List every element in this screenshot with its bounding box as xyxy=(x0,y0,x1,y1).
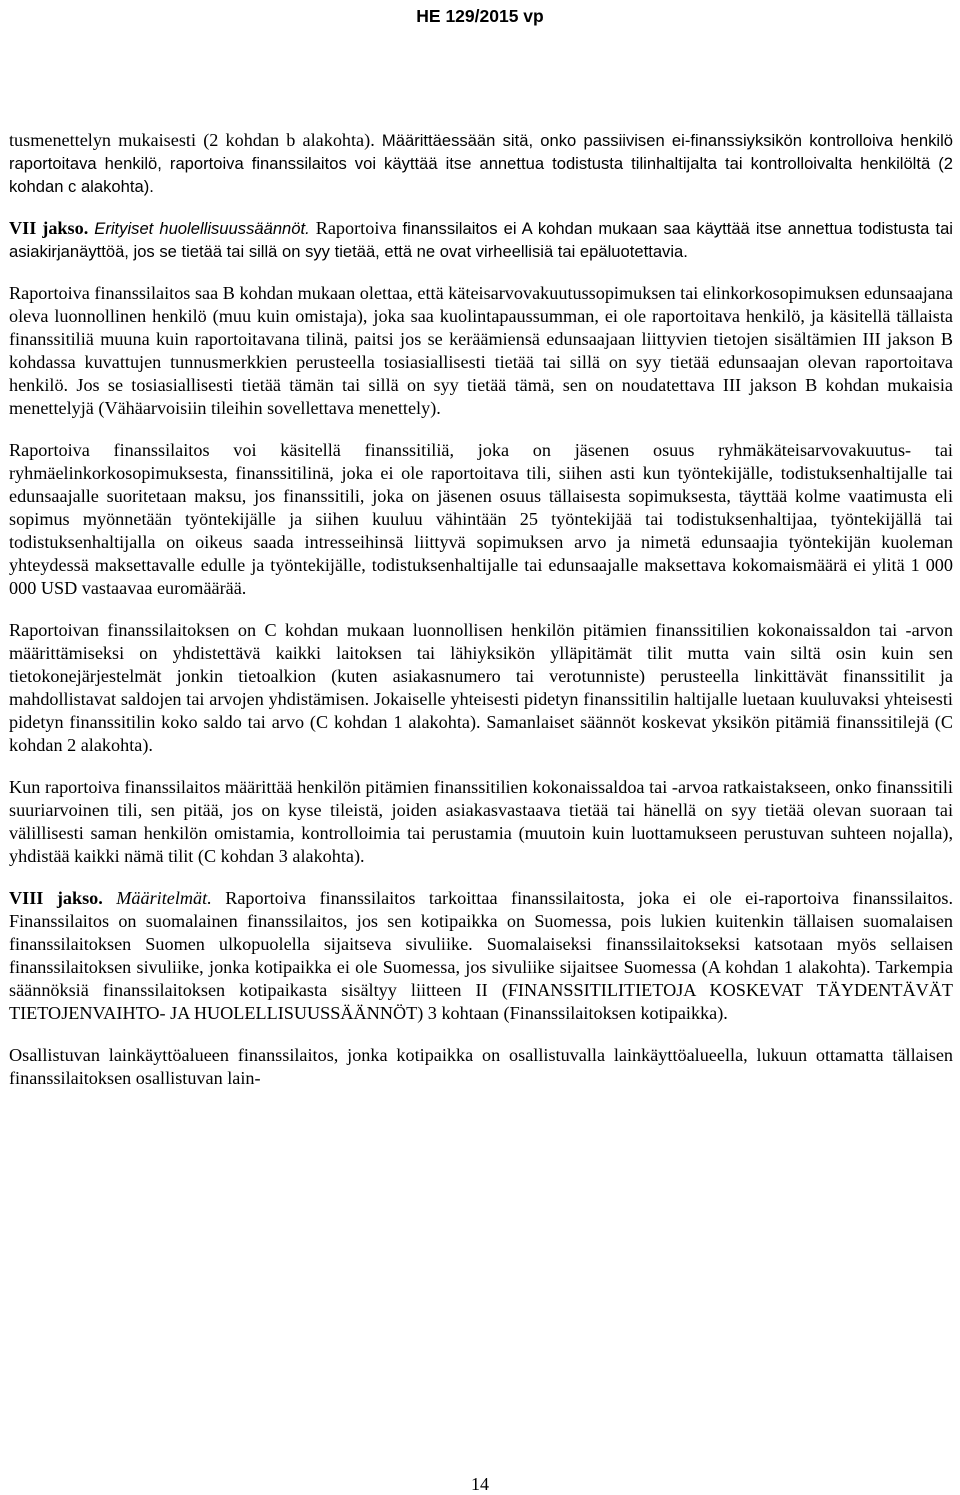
section-heading-vii: VII jakso. xyxy=(9,218,89,238)
paragraph-4: Raportoiva finanssilaitos voi käsitellä finanssitiliä, joka on jäsenen osuus ryhmäkäteisarvovakuutus- tai ryhmäelinkorkosopimuksesta, finanssitilinä, joka ei ole raportoitava tili, siihen asti kun työntekijälle, todistuksenhaltijalle tai edunsaajalle suoritetaan maksu, jos finanssitili, joka on jäsenen osuus tällaisesta sopimuksesta, täyttää kolme vaatimusta eli sopimus myönnetään työntekijälle ja siihen kuuluu vähintään 25 työntekijää tai todistuksenhaltijaa, työntekijällä tai todistuksenhaltijalla on oikeus saada intresseihinsä liittyvä sopimuksen arvo ja nimetä edunsaajia työntekijän kuoleman yhteydessä maksettavalle edulle ja työntekijälle, todistuksenhaltijalle tai edunsaajalle maksettava kokomaismäärä ei ylitä 1 000 000 USD vastaavaa euromäärää. xyxy=(9,440,953,598)
document-body xyxy=(9,129,953,1109)
paragraph-8: Osallistuvan lainkäyttöalueen finanssilaitos, jonka kotipaikka on osallistuvalla lainkäyttöalueella, lukuun ottamatta tällaisen finanssilaitoksen osallistuvan lain- xyxy=(9,1045,953,1088)
paragraph-7 xyxy=(9,887,953,1025)
paragraph-2 xyxy=(9,217,953,263)
paragraph-1-rest: Määrittäessään sitä, onko passiivisen ei-finanssiyksikön kontrolloiva henkilö raportoitava henkilö, raportoiva finanssilaitos voi käyttää itse annettua todistusta tilinhaltijalta tai kontrolloivalta henkilöltä (2 kohdan c alakohta). xyxy=(9,131,953,196)
paragraph-1-start: tusmenettelyn mukaisesti (2 kohdan b alakohta). xyxy=(9,130,382,150)
section-title-vii: Erityiset huolellisuussäännöt. xyxy=(94,219,310,238)
paragraph-1 xyxy=(9,129,953,198)
section-title-viii: Määritelmät. xyxy=(116,888,212,908)
paragraph-2-rest: finanssilaitos ei A kohdan mukaan saa käyttää itse annettua todistusta tai asiakirjanäyttöä, jos se tietää tai sillä on syy tietää, että ne ovat virheellisiä tai epäluotettavia. xyxy=(9,219,953,261)
page-number: 14 xyxy=(471,1474,489,1494)
document-header: HE 129/2015 vp xyxy=(416,6,544,26)
paragraph-6: Kun raportoiva finanssilaitos määrittää henkilön pitämien finanssitilien kokonaissaldoa tai -arvoa ratkaistakseen, onko finanssitili suuriarvoinen tili, sen pitää, jos on kyse tileistä, joiden asiakasvastaava tietää tai hänellä on syy tietää olevan suoraan tai välillisesti saman henkilön omistamia, kontrolloimia tai perustamia (muutoin kuin luottamukseen perustuvan suhteen nojalla), yhdistää kaikki nämä tilit (C kohdan 3 alakohta). xyxy=(9,777,953,866)
paragraph-7-body: Raportoiva finanssilaitos tarkoittaa finanssilaitosta, joka ei ole ei-raportoiva finanssilaitos. Finanssilaitos on suomalainen finanssilaitos, jos sen kotipaikka on Suomessa, pois lukien kuitenkin tällaisen suomalaisen finanssilaitoksen Suomen ulkopuolella sijaitseva sivuliike. Suomalaiseksi finanssilaitokseksi katsotaan myös sellaisen finanssilaitoksen sivuliike, jonka kotipaikka ei ole Suomessa, jos sivuliike sijaitsee Suomessa (A kohdan 1 alakohta). Tarkempia säännöksiä finanssilaitoksen kotipaikasta sisältyy liitteen II (FINANSSITILITIETOJA KOSKEVAT TÄYDENTÄVÄT TIETOJENVAIHTO- JA HUOLELLISUUSSÄÄNNÖT) 3 kohtaan (Finanssilaitoksen kotipaikka). xyxy=(9,888,954,1023)
paragraph-2-start: Raportoiva xyxy=(309,218,403,238)
paragraph-3: Raportoiva finanssilaitos saa B kohdan mukaan olettaa, että käteisarvovakuutussopimuksen tai elinkorkosopimuksen edunsaajana oleva luonnollinen henkilö (muu kuin omistaja), joka saa kuolintapaussumman, ei ole raportoitava henkilö, ja käsitellä tällaista finanssitiliä muuna kuin raportoitavana tilinä, paitsi jos se keräämiensä edunsaajaan liittyvien tietojen sisältämien III jakson B kohdassa kuvattujen tunnusmerkkien perusteella tosiasiallisesti tietää tai sillä on syy tietää edunsaajan olevan raportoitava henkilö. Jos se tosiasiallisesti tietää tämän tai sillä on syy tietää tämä, sen on noudatettava III jakson B kohdan mukaisia menettelyjä (Vähäarvoisiin tileihin sovellettava menettely). xyxy=(9,283,953,418)
section-heading-viii: VIII jakso. xyxy=(9,888,103,908)
paragraph-5: Raportoivan finanssilaitoksen on C kohdan mukaan luonnollisen henkilön pitämien finanssitilien kokonaissaldon tai -arvon määrittämiseksi on yhdistettävä kaikki laitoksen tai lähiyksikön ylläpitämät tilit mutta vain siltä osin kuin sen tietokonejärjestelmät jonkin tietoalkion (kuten asiakasnumero tai verotunniste) perusteella linkittävät finanssitilit ja mahdollistavat saldojen tai arvojen yhdistämisen. Jokaiselle yhteisesti pidetyn finanssitilin haltijalle luetaan kuuluvaksi yhteisesti pidetyn finanssitilin koko saldo tai arvo (C kohdan 1 alakohta). Samanlaiset säännöt koskevat yksikön pitämiä finanssitilejä (C kohdan 2 alakohta). xyxy=(9,620,953,755)
